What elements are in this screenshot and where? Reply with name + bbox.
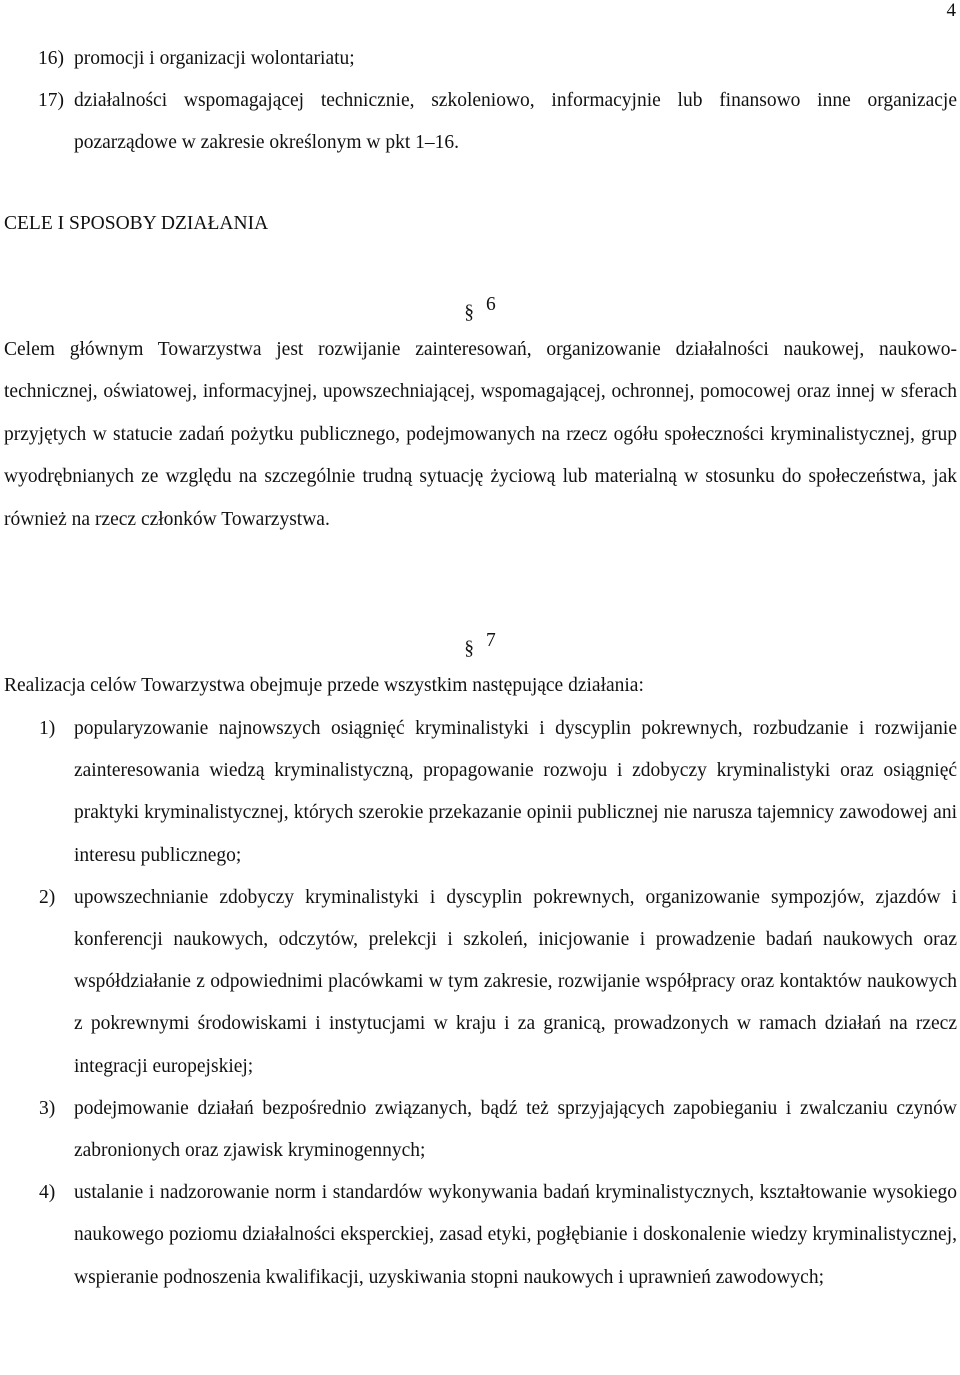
section-6-paragraph: Celem głównym Towarzystwa jest rozwijanie zainteresowań, organizowanie działalności naukowej, naukowo-technicznej, oświatowej, informacyjnej, upowszechniającej, wspomagającej, ochronnej, pomocowej oraz innej w sferach przyjętych w statucie zadań pożytku publicznego, podejmowanych na rzecz ogółu społeczności kryminalistycznej, grup wyodrębnianych ze względu na szczególnie trudną sytuację życiową lub materialną w stosunku do społeczeństwa, jak również na rzecz członków Towarzystwa.	[4, 339, 957, 530]
section-number: 6	[486, 294, 496, 315]
list-item-number: 1)	[39, 718, 56, 739]
section-number: 7	[486, 630, 496, 651]
list-item-number: 16)	[38, 48, 64, 69]
top-list	[4, 38, 957, 164]
list-item-text: ustalanie i nadzorowanie norm i standardów wykonywania badań kryminalistycznych, kształtowanie wysokiego naukowego poziomu działalności eksperckiej, zasad etyki, pogłębianie i doskonalenie wiedzy kryminalistycznej, wspieranie podnoszenia kwalifikacji, uzyskiwania stopni naukowych i uprawnień zawodowych;	[74, 1182, 957, 1288]
list-item-text: promocji i organizacji wolontariatu;	[74, 48, 355, 69]
list-item-text: działalności wspomagającej technicznie, szkoleniowo, informacyjnie lub finansowo inne organizacje pozarządowe w zakresie określonym w pkt 1–16.	[74, 90, 957, 153]
list-item	[4, 877, 957, 1088]
list-item-text: upowszechnianie zdobyczy kryminalistyki i dyscyplin pokrewnych, organizowanie sympozjów, zjazdów i konferencji naukowych, odczytów, prelekcji i szkoleń, inicjowanie i prowadzenie badań naukowych oraz współdziałanie z odpowiednimi placówkami w tym zakresie, rozwijanie współpracy oraz kontaktów naukowych z pokrewnymi środowiskami i instytucjami w kraju i za granicą, prowadzonych w ramach działań na rzecz integracji europejskiej;	[74, 886, 957, 1077]
list-item-number: 3)	[39, 1097, 56, 1119]
list-item	[4, 80, 957, 164]
section-symbol: §	[464, 302, 474, 323]
section-heading: CELE I SPOSOBY DZIAŁANIA	[4, 213, 269, 234]
section-7-list	[4, 708, 957, 1299]
section-symbol: §	[464, 638, 474, 659]
list-item-text: popularyzowanie najnowszych osiągnięć kryminalistyki i dyscyplin pokrewnych, rozbudzanie i rozwijanie zainteresowania wiedzą kryminalistyczną, propagowanie rozwoju i zdobyczy kryminalistyki oraz osiągnięć praktyki kryminalistycznej, których szerokie przekazanie opinii publicznej nie narusza tajemnicy zawodowej ani interesu publicznego;	[74, 718, 957, 866]
list-item	[4, 708, 957, 877]
list-item	[4, 38, 957, 80]
list-item-number: 17)	[38, 90, 64, 111]
list-item-text: podejmowanie działań bezpośrednio związanych, bądź też sprzyjających zapobieganiu i zwalczaniu czynów zabronionych oraz zjawisk kryminogennych;	[74, 1097, 957, 1162]
list-item	[4, 1088, 957, 1172]
page-number: 4	[946, 0, 956, 21]
paragraph-mark-7	[0, 630, 960, 659]
list-item-number: 4)	[39, 1182, 56, 1204]
section-7-intro: Realizacja celów Towarzystwa obejmuje przede wszystkim następujące działania:	[4, 675, 644, 696]
list-item	[4, 1172, 957, 1299]
list-item-number: 2)	[39, 886, 56, 908]
paragraph-mark-6	[0, 294, 960, 323]
